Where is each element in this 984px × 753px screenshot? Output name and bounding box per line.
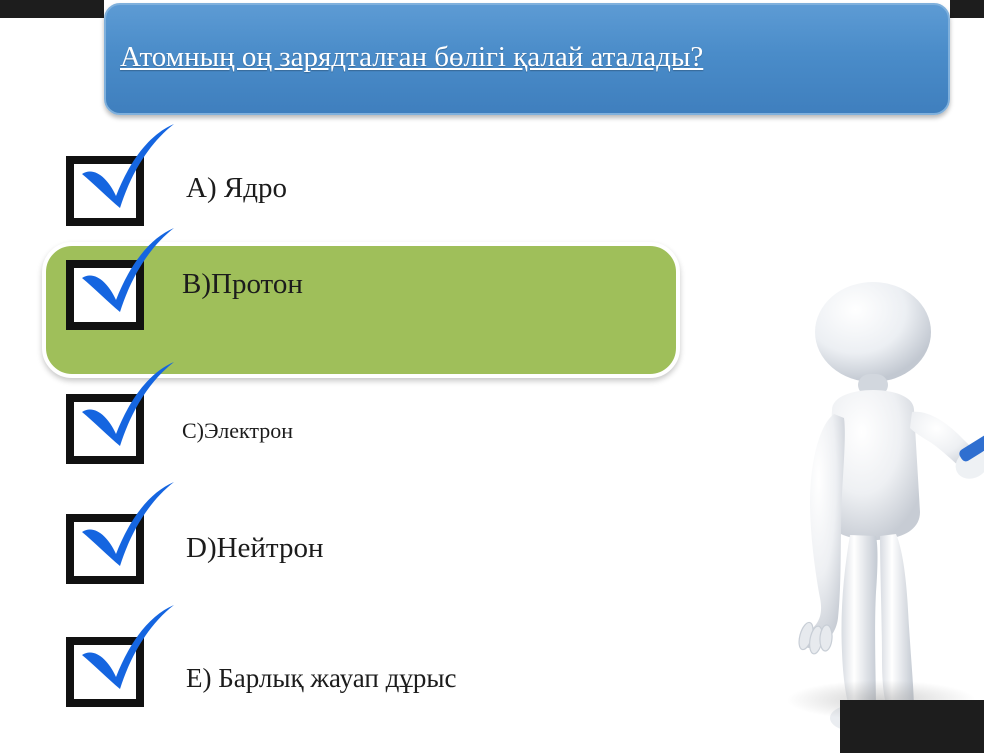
bottom-right-strip [840,700,984,753]
checkbox-icon[interactable] [66,260,144,330]
checkbox-icon[interactable] [66,514,144,584]
answer-label: A) Ядро [186,172,287,204]
checkbox-icon[interactable] [66,156,144,226]
answer-row[interactable] [0,140,700,240]
answer-label: E) Барлық жауап дұрыс [186,663,457,693]
3d-person-with-marker-icon [770,280,984,753]
checkbox-icon[interactable] [66,637,144,707]
answer-row[interactable] [0,500,700,600]
answer-row[interactable] [0,378,700,478]
answer-label: C)Электрон [182,418,294,443]
top-left-strip [0,0,104,18]
answer-row[interactable] [0,238,700,338]
answer-label: D)Нейтрон [186,532,324,564]
checkbox-icon[interactable] [66,394,144,464]
answer-label: B)Протон [182,268,303,300]
top-right-strip [950,0,984,18]
question-title: Атомның оң зарядталған бөлігі қалай аталады? [120,41,704,73]
answer-row[interactable] [0,625,700,725]
